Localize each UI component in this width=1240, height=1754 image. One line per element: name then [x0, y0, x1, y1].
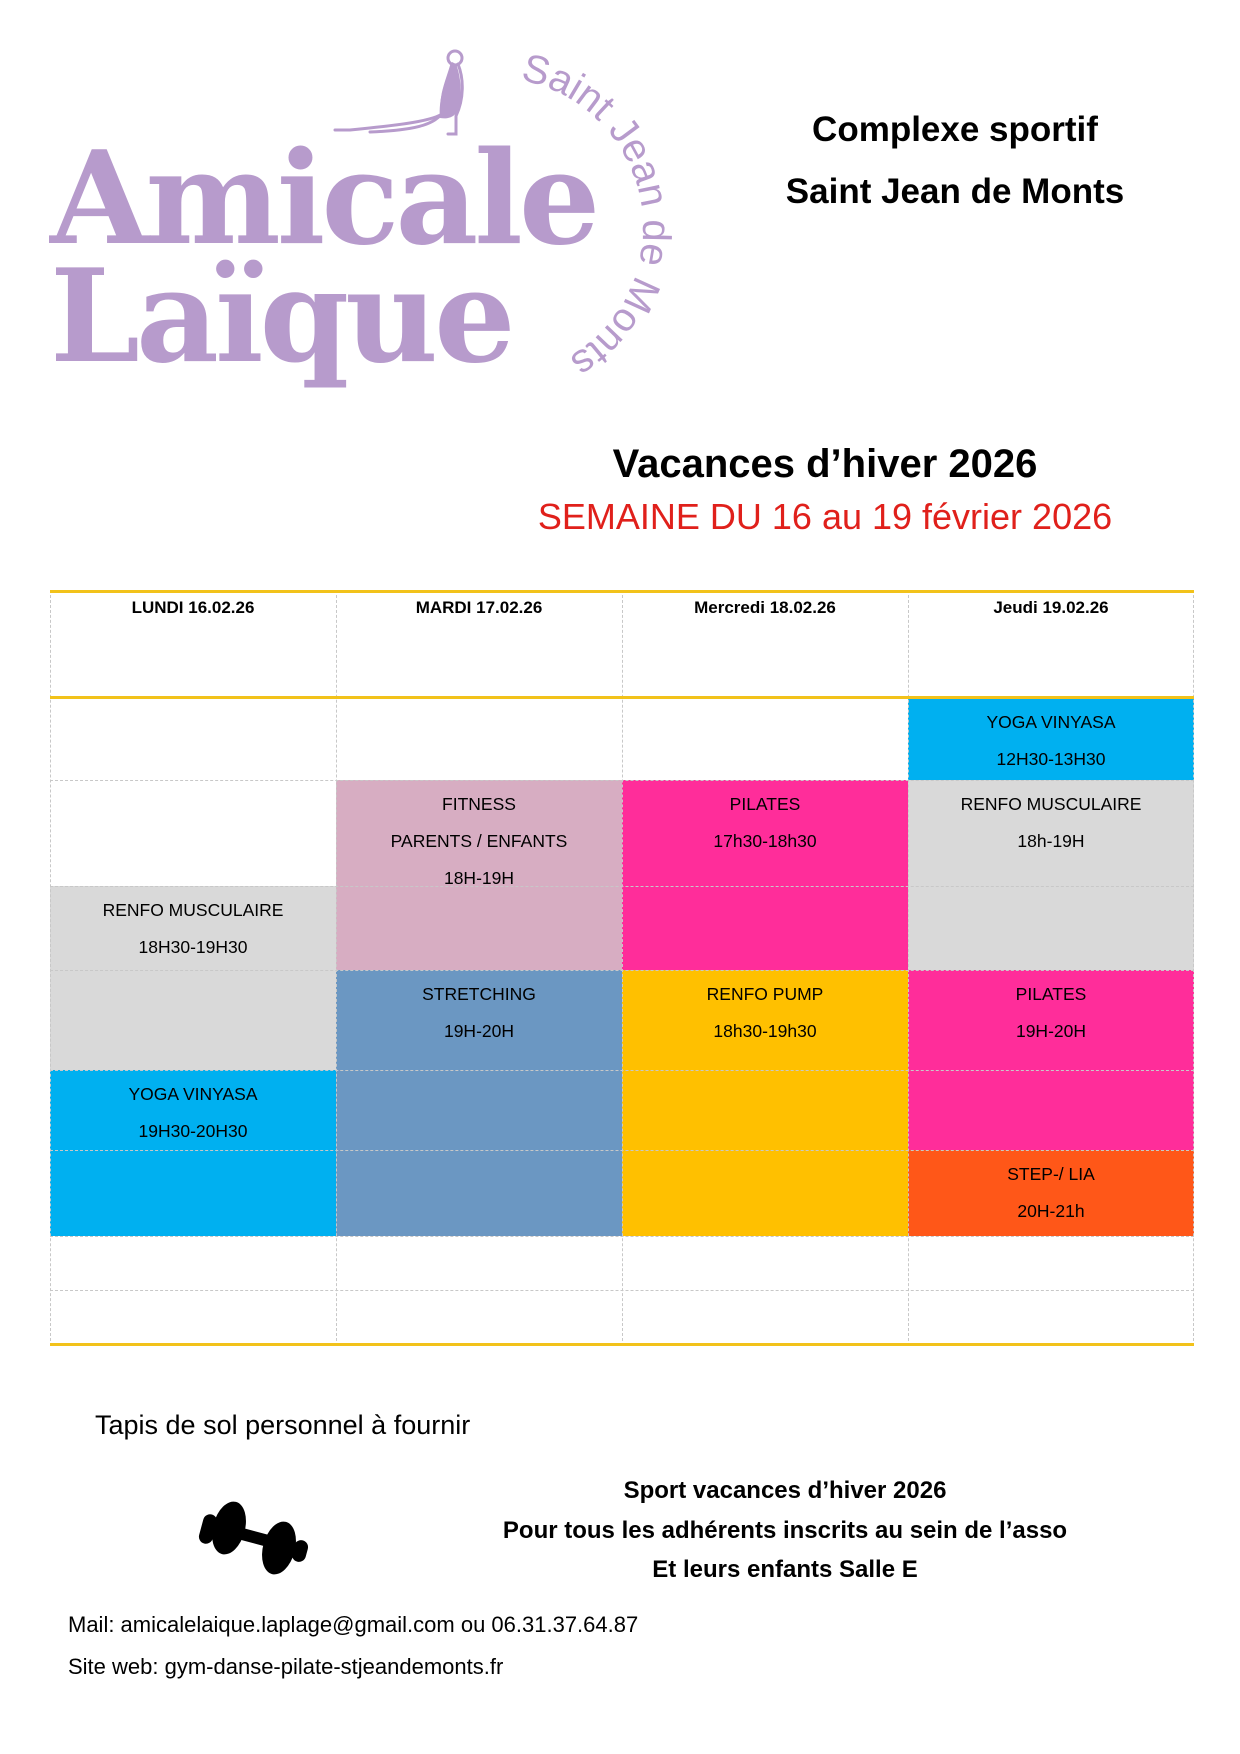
grid-line [50, 780, 1194, 781]
grid-line [50, 886, 1194, 887]
session-time: 18H-19H [443, 868, 515, 888]
session-block [336, 780, 622, 970]
session-block [336, 970, 622, 1236]
sport-line-3: Et leurs enfants Salle E [652, 1556, 918, 1583]
session-time: 18h30-19h30 [713, 1021, 817, 1041]
session-title: RENFO PUMP [706, 984, 824, 1004]
session-block [622, 970, 908, 1236]
grid-line [50, 590, 51, 1346]
session-time: 19H-20H [1015, 1021, 1087, 1041]
session-block [908, 780, 1194, 970]
session-time: 18h-19H [1017, 831, 1085, 851]
session-block [908, 698, 1194, 780]
session-title: PILATES [1015, 984, 1087, 1004]
day-header-wednesday: Mercredi 18.02.26 [694, 598, 836, 617]
week-title: SEMAINE DU 16 au 19 février 2026 [537, 496, 1113, 537]
header-rule [50, 590, 1194, 593]
session-title: RENFO MUSCULAIRE [102, 900, 284, 920]
logo-line-2: Laïque [50, 242, 512, 392]
footer-rule [50, 1343, 1194, 1346]
session-block [622, 780, 908, 970]
schedule-table [50, 590, 1194, 1346]
grid-line [622, 590, 623, 1346]
session-title: PILATES [729, 794, 801, 814]
session-time: 20H-21h [1017, 1201, 1085, 1221]
sport-line-1: Sport vacances d’hiver 2026 [623, 1477, 947, 1504]
session-time: 18H30-19H30 [138, 937, 248, 957]
sport-line-2: Pour tous les adhérents inscrits au sein de l’asso [502, 1517, 1068, 1544]
day-header-thursday: Jeudi 19.02.26 [993, 598, 1109, 617]
session-time: 12H30-13H30 [996, 749, 1106, 769]
logo-arc-text [480, 40, 720, 390]
logo-line-1: Amicale [50, 124, 597, 274]
day-header-monday: LUNDI 16.02.26 [131, 598, 255, 617]
svg-text:Saint Jean de Monts: Saint Jean de Monts [517, 45, 679, 387]
session-subtitle: PARENTS / ENFANTS [390, 831, 568, 851]
yoga-figure-icon [330, 44, 490, 144]
session-block [908, 1150, 1194, 1236]
session-title: YOGA VINYASA [128, 1084, 258, 1104]
grid-line [50, 970, 1194, 971]
contact-website: Site web: gym-danse-pilate-stjeandemonts.fr [68, 1654, 504, 1679]
session-title: FITNESS [442, 794, 516, 814]
session-title: STEP-/ LIA [1007, 1164, 1095, 1184]
session-block [50, 886, 336, 1070]
mat-note: Tapis de sol personnel à fournir [95, 1410, 471, 1440]
grid-line [50, 1290, 1194, 1291]
session-block [908, 970, 1194, 1150]
grid-line [336, 590, 337, 1346]
session-title: STRETCHING [422, 984, 536, 1004]
session-block [50, 1070, 336, 1236]
grid-line [908, 590, 909, 1346]
day-header-tuesday: MARDI 17.02.26 [415, 598, 543, 617]
dumbbell-icon [195, 1496, 315, 1578]
contact-mail: Mail: amicalelaique.laplage@gmail.com ou 06.31.37.64.87 [68, 1612, 639, 1637]
session-time: 17h30-18h30 [713, 831, 817, 851]
session-time: 19H-20H [443, 1021, 515, 1041]
grid-line [50, 1236, 1194, 1237]
venue-line-2: Saint Jean de Monts [785, 172, 1125, 211]
session-time: 19H30-20H30 [138, 1121, 248, 1141]
grid-line [1193, 590, 1194, 1346]
season-title: Vacances d’hiver 2026 [612, 442, 1038, 486]
grid-line [50, 1070, 1194, 1071]
session-title: YOGA VINYASA [986, 712, 1116, 732]
grid-line [50, 1150, 1194, 1151]
session-title: RENFO MUSCULAIRE [960, 794, 1142, 814]
header-rule [50, 696, 1194, 699]
venue-line-1: Complexe sportif [812, 110, 1098, 149]
